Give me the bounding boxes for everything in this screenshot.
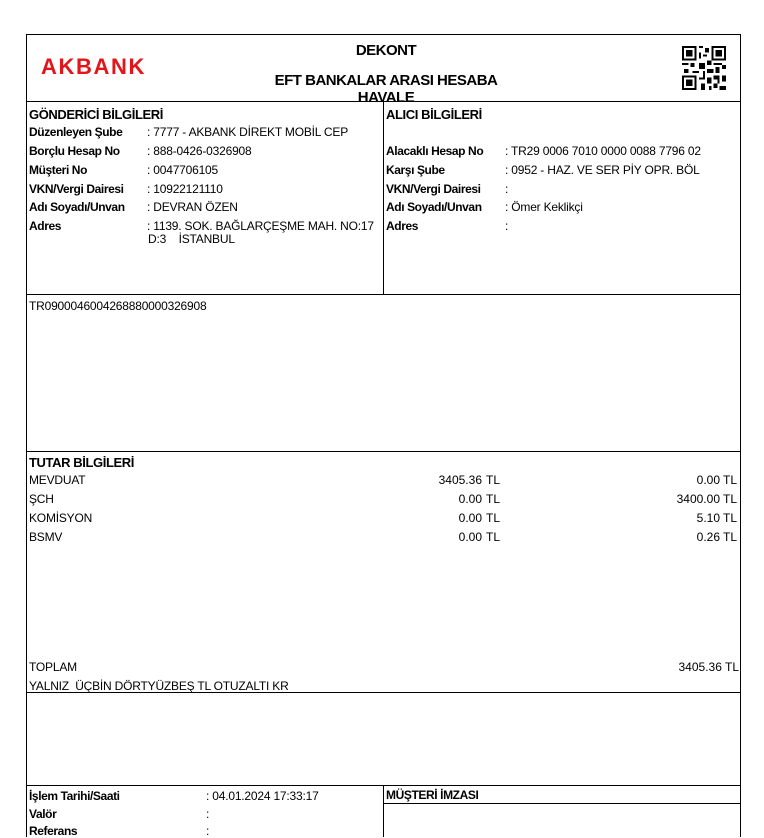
document-subtitle: EFT BANKALAR ARASI HESABA HAVALE — [274, 72, 498, 106]
amount-section-title: TUTAR BİLGİLERİ — [29, 455, 134, 470]
receiver-account-label: Alacaklı Hesap No — [386, 144, 484, 158]
amount-row-label: KOMİSYON — [29, 511, 93, 525]
amount-row-cur2: TL — [723, 530, 738, 544]
divider-parties — [26, 294, 741, 295]
amount-row-col2: 5.10 — [696, 511, 720, 525]
divider-signature — [383, 803, 741, 804]
frame-right — [740, 34, 741, 837]
total-in-words: YALNIZ ÜÇBİN DÖRTYÜZBEŞ TL OTUZALTI KR — [29, 679, 289, 693]
sender-tax-value: : 10922121110 — [147, 182, 223, 196]
receiver-name-value: : Ömer Keklikçi — [505, 200, 583, 214]
frame-left — [26, 34, 27, 837]
transaction-date-label: İşlem Tarihi/Saati — [29, 789, 120, 803]
amount-row-col2: 0.00 — [696, 473, 720, 487]
amount-row-col1: 0.00 — [458, 492, 482, 506]
sender-branch-label: Düzenleyen Şube — [29, 125, 123, 139]
sender-section-title: GÖNDERİCİ BİLGİLERİ — [29, 107, 163, 122]
transaction-date-value: : 04.01.2024 17:33:17 — [206, 789, 319, 803]
sender-name-value: : DEVRAN ÖZEN — [147, 200, 238, 214]
customer-signature-title: MÜŞTERİ İMZASI — [386, 788, 479, 802]
amount-row-cur1: TL — [486, 511, 501, 525]
receiver-tax-label: VKN/Vergi Dairesi — [386, 182, 481, 196]
qr-code-icon — [682, 46, 726, 90]
sender-address-label: Adres — [29, 219, 62, 233]
total-label: TOPLAM — [29, 660, 77, 674]
amount-row-col1: 3405.36 — [438, 473, 482, 487]
amount-row-label: BSMV — [29, 530, 63, 544]
sender-branch-value: : 7777 - AKBANK DİREKT MOBİL CEP — [147, 125, 349, 139]
amount-row-cur2: TL — [723, 473, 738, 487]
amount-row-label: MEVDUAT — [29, 473, 86, 487]
value-date-value: : — [206, 807, 210, 821]
receiver-account-value: : TR29 0006 7010 0000 0088 7796 02 — [505, 144, 701, 158]
sender-account-label: Borçlu Hesap No — [29, 144, 120, 158]
sender-address-line1: : 1139. SOK. BAĞLARÇEŞME MAH. NO:17 — [147, 219, 374, 233]
divider-description — [26, 451, 741, 452]
document-title: DEKONT — [355, 42, 417, 59]
total-value: 3405.36 TL — [678, 660, 739, 674]
sender-address-line2: D:3 İSTANBUL — [148, 232, 235, 246]
sender-account-value: : 888-0426-0326908 — [147, 144, 252, 158]
amount-row-cur2: TL — [723, 511, 738, 525]
receiver-name-label: Adı Soyadı/Unvan — [386, 200, 482, 214]
sender-customer-no-label: Müşteri No — [29, 163, 88, 177]
reference-label: Referans — [29, 824, 78, 838]
amount-row-cur1: TL — [486, 530, 501, 544]
amount-row-col2: 3400.00 — [676, 492, 720, 506]
amount-row-cur2: TL — [723, 492, 738, 506]
amount-row-col1: 0.00 — [458, 530, 482, 544]
sender-tax-label: VKN/Vergi Dairesi — [29, 182, 124, 196]
receiver-branch-value: : 0952 - HAZ. VE SER PİY OPR. BÖL — [505, 163, 700, 177]
receiver-section-title: ALICI BİLGİLERİ — [386, 107, 482, 122]
amount-row-label: ŞCH — [29, 492, 54, 506]
reference-value: : — [206, 824, 210, 838]
receiver-tax-value: : — [505, 182, 509, 196]
frame-top — [26, 34, 741, 35]
receiver-address-value: : — [505, 219, 509, 233]
amount-row-cur1: TL — [486, 473, 501, 487]
amount-row-col1: 0.00 — [458, 511, 482, 525]
receiver-address-label: Adres — [386, 219, 419, 233]
divider-parties-vertical — [383, 101, 384, 295]
divider-footer-vertical — [383, 785, 384, 837]
bank-logo: AKBANK — [41, 54, 146, 79]
amount-row-col2: 0.26 — [696, 530, 720, 544]
sender-name-label: Adı Soyadı/Unvan — [29, 200, 125, 214]
amount-row-cur1: TL — [486, 492, 501, 506]
receiver-branch-label: Karşı Şube — [386, 163, 445, 177]
value-date-label: Valör — [29, 807, 57, 821]
description-text: TR0900046004268880000326908 — [29, 299, 207, 313]
sender-customer-no-value: : 0047706105 — [147, 163, 219, 177]
